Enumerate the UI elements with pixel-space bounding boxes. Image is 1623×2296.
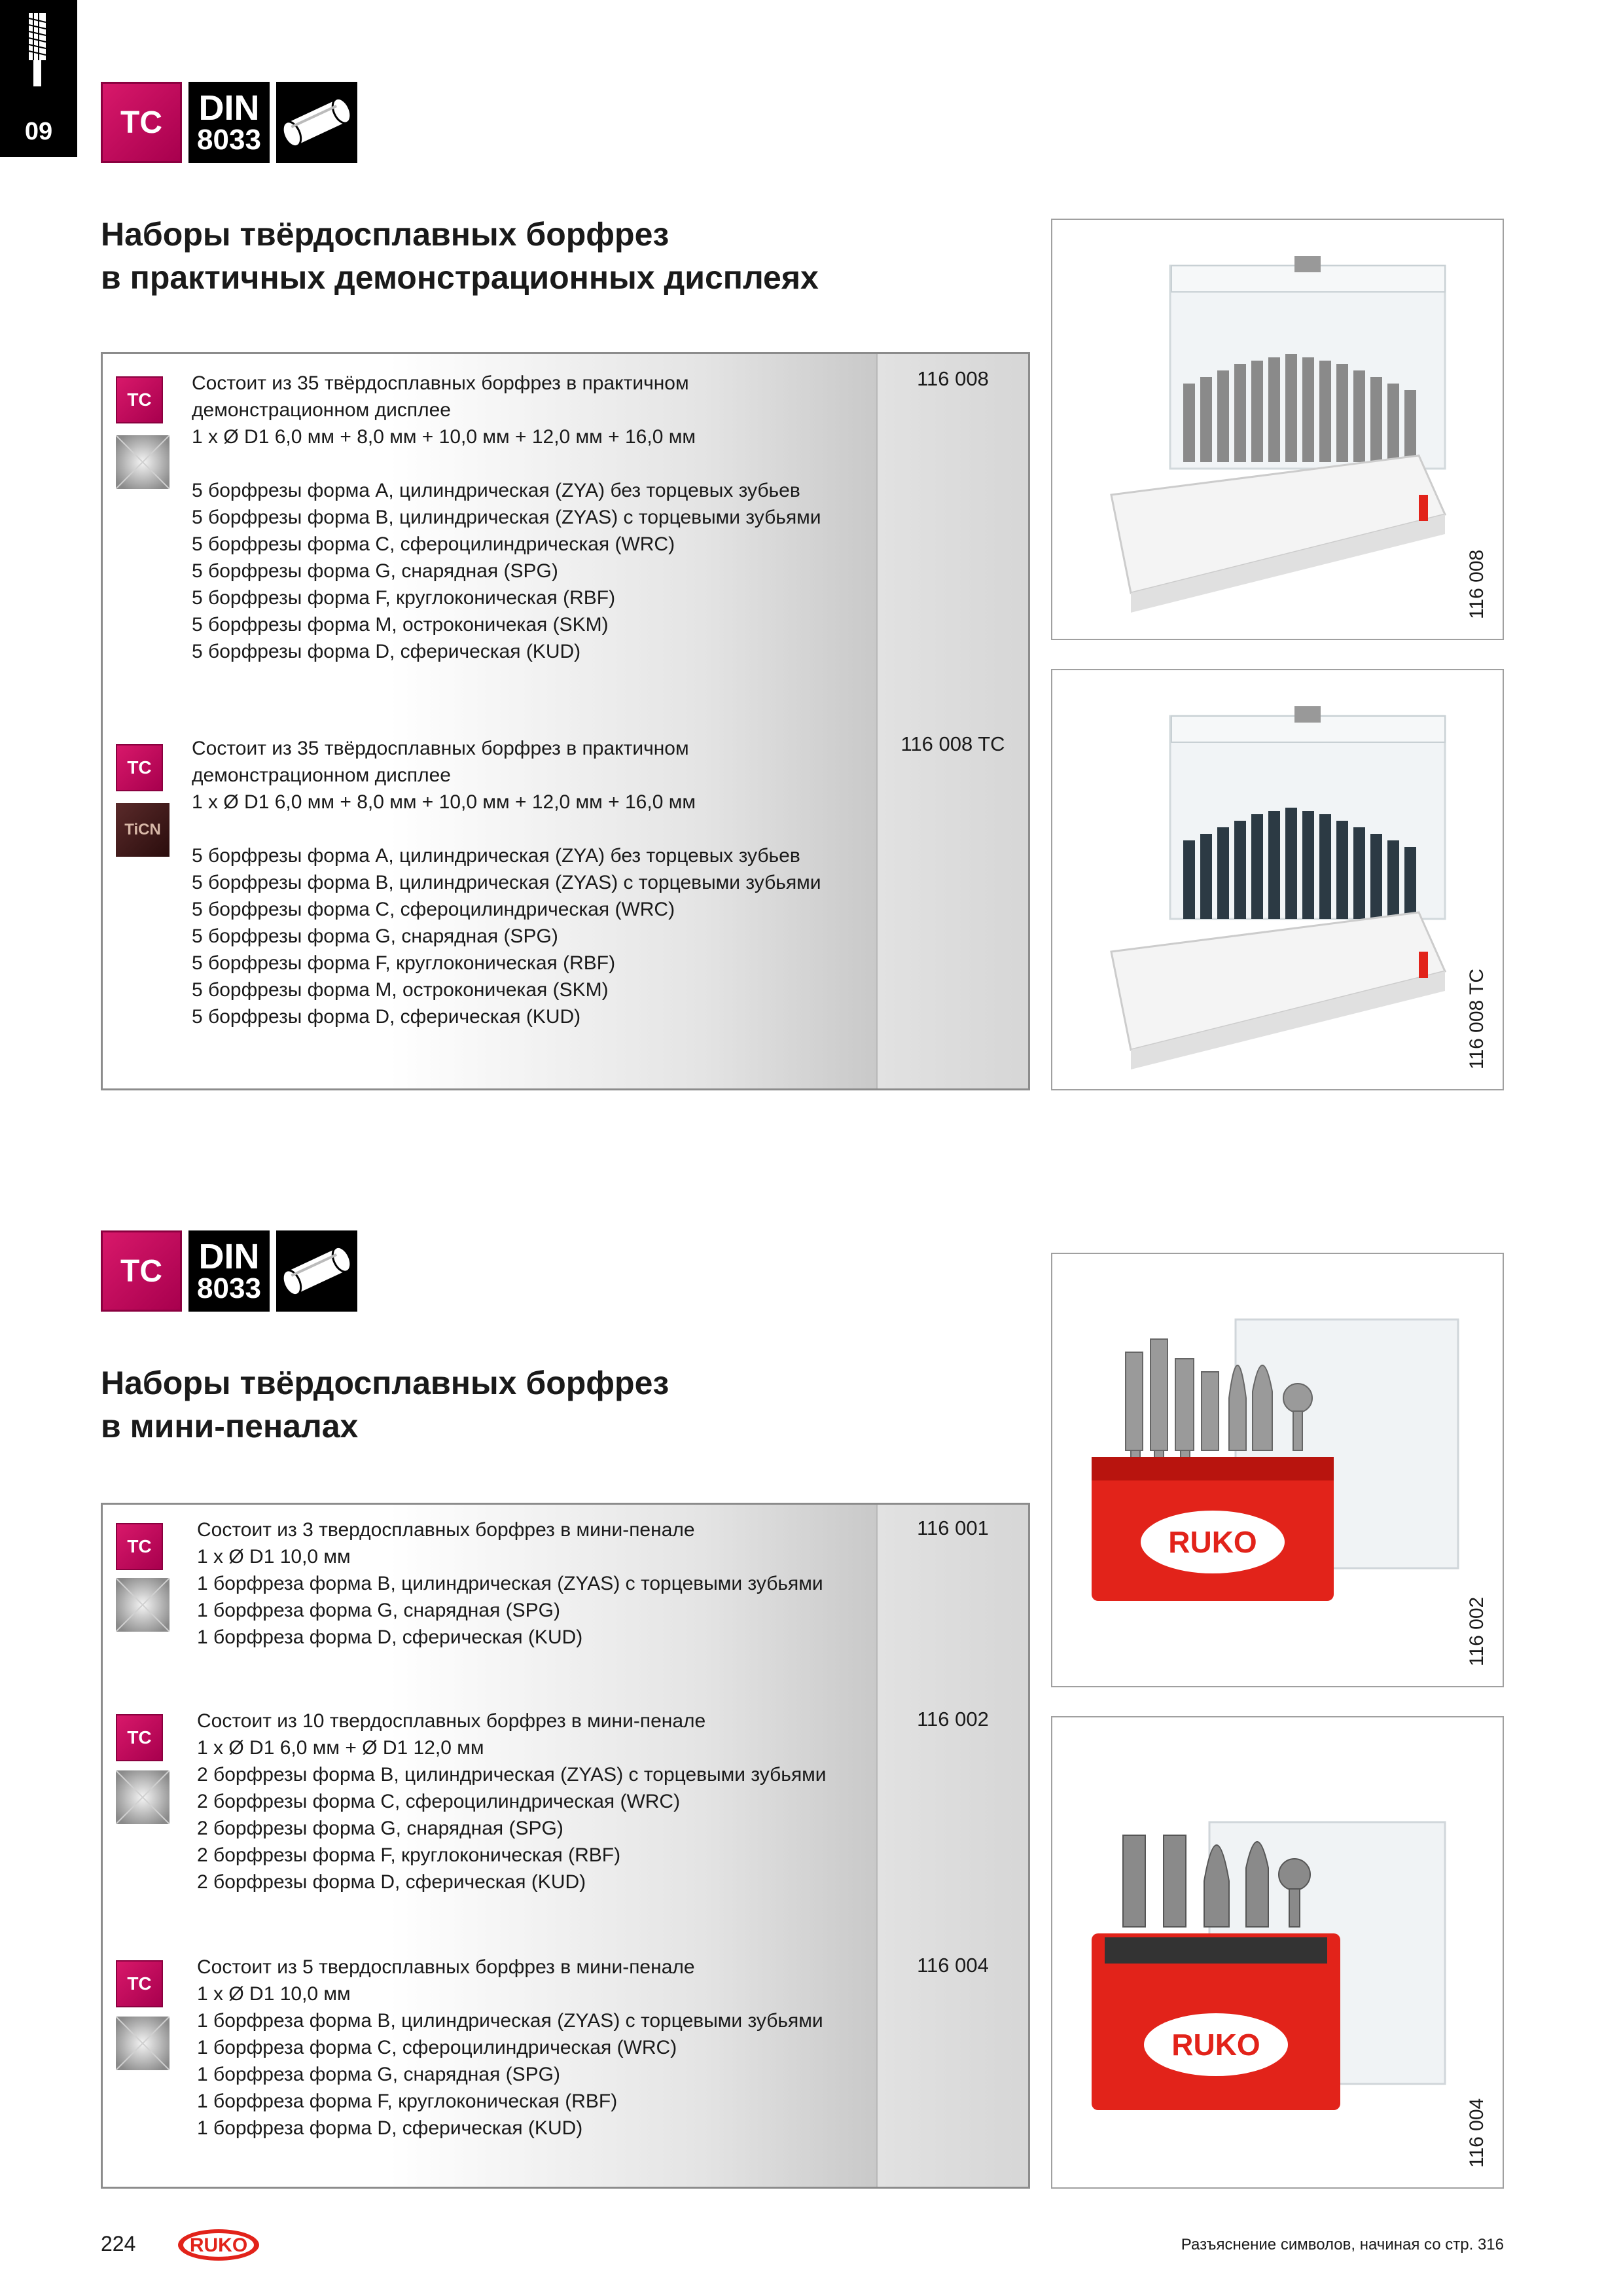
product-photo xyxy=(1051,1716,1504,2189)
table-row xyxy=(103,1943,1028,2187)
icon-cell xyxy=(103,1505,180,1697)
description-line: Состоит из 10 твердосплавных борфрез в мини-пенале xyxy=(197,1710,706,1732)
din-number: 8033 xyxy=(197,1272,261,1304)
photo-label: 116 004 xyxy=(1466,2098,1488,2168)
tc-icon: TC xyxy=(116,744,163,791)
description-line: 5 борфрезы форма M, остроконичекая (SKM) xyxy=(192,979,609,1001)
description-line: 1 борфреза форма C, сфероцилиндрическая (WRC) xyxy=(197,2037,677,2058)
description-line: 5 борфрезы форма B, цилиндрическая (ZYAS) с торцевыми зубьями xyxy=(192,507,821,528)
description-line: 5 борфрезы форма F, круглоконическая (RBF) xyxy=(192,952,616,974)
article-cell xyxy=(876,354,1028,722)
photo-label: 116 008 xyxy=(1466,549,1488,619)
section-title-line: в практичных демонстрационных дисплеях xyxy=(101,259,819,296)
article-cell xyxy=(876,722,1028,1088)
product-table xyxy=(101,352,1030,1090)
description-line: 1 борфреза форма B, цилиндрическая (ZYAS) с торцевыми зубьями xyxy=(197,1573,823,1594)
ticn-coating-icon: TiCN xyxy=(116,803,169,857)
description-line: 2 борфрезы форма D, сферическая (KUD) xyxy=(197,1871,586,1893)
description-line: 1 борфреза форма G, снарядная (SPG) xyxy=(197,1600,560,1621)
description-cell xyxy=(180,1697,876,1943)
description-line: 2 борфрезы форма G, снарядная (SPG) xyxy=(197,1818,563,1839)
icon-cell xyxy=(103,354,180,722)
description-line: 1 x Ø D1 10,0 мм xyxy=(197,1983,351,2005)
section-title xyxy=(101,1361,669,1448)
section-title-line: в мини-пеналах xyxy=(101,1408,359,1444)
article-number: 116 004 xyxy=(917,1954,989,1977)
table-row xyxy=(103,1505,1028,1698)
description-line: Состоит из 35 твёрдосплавных борфрез в практичном xyxy=(192,738,689,759)
tc-badge: TC xyxy=(101,1230,182,1312)
din-badge xyxy=(188,82,270,163)
description-line: 5 борфрезы форма B, цилиндрическая (ZYAS) с торцевыми зубьями xyxy=(192,872,821,893)
uncoated-surface-icon xyxy=(116,435,169,489)
page-number: 224 xyxy=(101,2232,136,2255)
description-line: 1 борфреза форма G, снарядная (SPG) xyxy=(197,2064,560,2085)
description-line: Состоит из 5 твердосплавных борфрез в мини-пенале xyxy=(197,1956,695,1978)
description-line: Состоит из 3 твердосплавных борфрез в мини-пенале xyxy=(197,1519,695,1541)
article-number: 116 002 xyxy=(917,1708,989,1731)
display-case-image xyxy=(1052,220,1504,640)
cylindrical-shank-icon xyxy=(276,1230,357,1312)
burr-tool-icon xyxy=(26,13,48,86)
description-line: 1 борфреза форма F, круглоконическая (RBF) xyxy=(197,2090,618,2112)
description-line: 5 борфрезы форма D, сферическая (KUD) xyxy=(192,641,581,662)
uncoated-surface-icon xyxy=(116,1578,169,1632)
tc-icon: TC xyxy=(116,1523,163,1570)
description-line: демонстрационном дисплее xyxy=(192,399,451,421)
uncoated-surface-icon xyxy=(116,1770,169,1824)
din-label: DIN xyxy=(198,88,260,128)
table-row xyxy=(103,1697,1028,1945)
symbols-note: Разъяснение символов, начиная со стр. 316 xyxy=(1181,2236,1504,2253)
description-cell xyxy=(180,1505,876,1697)
description-line: 5 борфрезы форма C, сфероцилиндрическая (WRC) xyxy=(192,533,675,555)
icon-cell xyxy=(103,1943,180,2187)
ruko-box-logo: RUKO xyxy=(1171,2028,1260,2062)
description-line: 5 борфрезы форма G, снарядная (SPG) xyxy=(192,560,558,582)
article-number: 116 001 xyxy=(917,1516,989,1539)
chapter-number: 09 xyxy=(24,118,53,145)
description-line: 1 борфреза форма B, цилиндрическая (ZYAS) с торцевыми зубьями xyxy=(197,2010,823,2032)
tc-icon: TC xyxy=(116,1960,163,2007)
description-cell xyxy=(180,354,876,722)
description-line: 1 борфреза форма D, сферическая (KUD) xyxy=(197,1626,583,1648)
description-line: 1 x Ø D1 6,0 мм + Ø D1 12,0 мм xyxy=(197,1737,484,1759)
din-label: DIN xyxy=(198,1237,260,1276)
din-number: 8033 xyxy=(197,124,261,156)
description-line: 1 x Ø D1 6,0 мм + 8,0 мм + 10,0 мм + 12,0 мм + 16,0 мм xyxy=(192,791,696,813)
description-line: 2 борфрезы форма C, сфероцилиндрическая (WRC) xyxy=(197,1791,681,1812)
description-line: демонстрационном дисплее xyxy=(192,764,451,786)
description-line: 5 борфрезы форма F, круглоконическая (RBF) xyxy=(192,587,616,609)
tc-icon: TC xyxy=(116,1714,163,1761)
description-line: 5 борфрезы форма D, сферическая (KUD) xyxy=(192,1006,581,1028)
product-photo xyxy=(1051,669,1504,1090)
description-line: 1 x Ø D1 6,0 мм + 8,0 мм + 10,0 мм + 12,0 мм + 16,0 мм xyxy=(192,426,696,448)
din-badge xyxy=(188,1230,270,1312)
table-row xyxy=(103,354,1028,723)
description-line: 1 x Ø D1 10,0 мм xyxy=(197,1546,351,1568)
ruko-logo xyxy=(177,2228,260,2262)
mini-case-5-image xyxy=(1052,1717,1504,2189)
article-number: 116 008 xyxy=(917,367,989,390)
description-line: 5 борфрезы форма A, цилиндрическая (ZYA) без торцевых зубьев xyxy=(192,480,800,501)
uncoated-surface-icon xyxy=(116,2017,169,2070)
article-number: 116 008 TC xyxy=(901,732,1005,755)
product-photo xyxy=(1051,219,1504,640)
description-line: 2 борфрезы форма F, круглоконическая (RBF) xyxy=(197,1844,621,1866)
description-line: Состоит из 35 твёрдосплавных борфрез в практичном xyxy=(192,372,689,394)
mini-case-10-image xyxy=(1052,1254,1504,1687)
article-cell xyxy=(876,1697,1028,1943)
tc-icon: TC xyxy=(116,376,163,423)
description-line: 5 борфрезы форма C, сфероцилиндрическая (WRC) xyxy=(192,899,675,920)
article-cell xyxy=(876,1943,1028,2187)
description-cell xyxy=(180,722,876,1088)
ruko-box-logo: RUKO xyxy=(1168,1525,1257,1559)
description-line: 5 борфрезы форма A, цилиндрическая (ZYA) без торцевых зубьев xyxy=(192,845,800,867)
description-line: 5 борфрезы форма G, снарядная (SPG) xyxy=(192,925,558,947)
cylindrical-shank-icon xyxy=(276,82,357,163)
section-title-line: Наборы твёрдосплавных борфрез xyxy=(101,216,669,253)
article-cell xyxy=(876,1505,1028,1697)
icon-cell xyxy=(103,722,180,1088)
display-case-image xyxy=(1052,670,1504,1090)
product-photo xyxy=(1051,1253,1504,1687)
table-row xyxy=(103,722,1028,1088)
description-cell xyxy=(180,1943,876,2187)
svg-text:RUKO: RUKO xyxy=(189,2234,248,2256)
description-line: 1 борфреза форма D, сферическая (KUD) xyxy=(197,2117,583,2139)
section-title xyxy=(101,213,819,299)
icon-cell xyxy=(103,1697,180,1943)
tc-badge: TC xyxy=(101,82,182,163)
description-line: 2 борфрезы форма B, цилиндрическая (ZYAS) с торцевыми зубьями xyxy=(197,1764,827,1785)
description-line: 5 борфрезы форма M, остроконичекая (SKM) xyxy=(192,614,609,636)
photo-label: 116 002 xyxy=(1466,1596,1488,1666)
photo-label: 116 008 TC xyxy=(1466,969,1488,1069)
product-table xyxy=(101,1503,1030,2189)
section-title-line: Наборы твёрдосплавных борфрез xyxy=(101,1365,669,1401)
